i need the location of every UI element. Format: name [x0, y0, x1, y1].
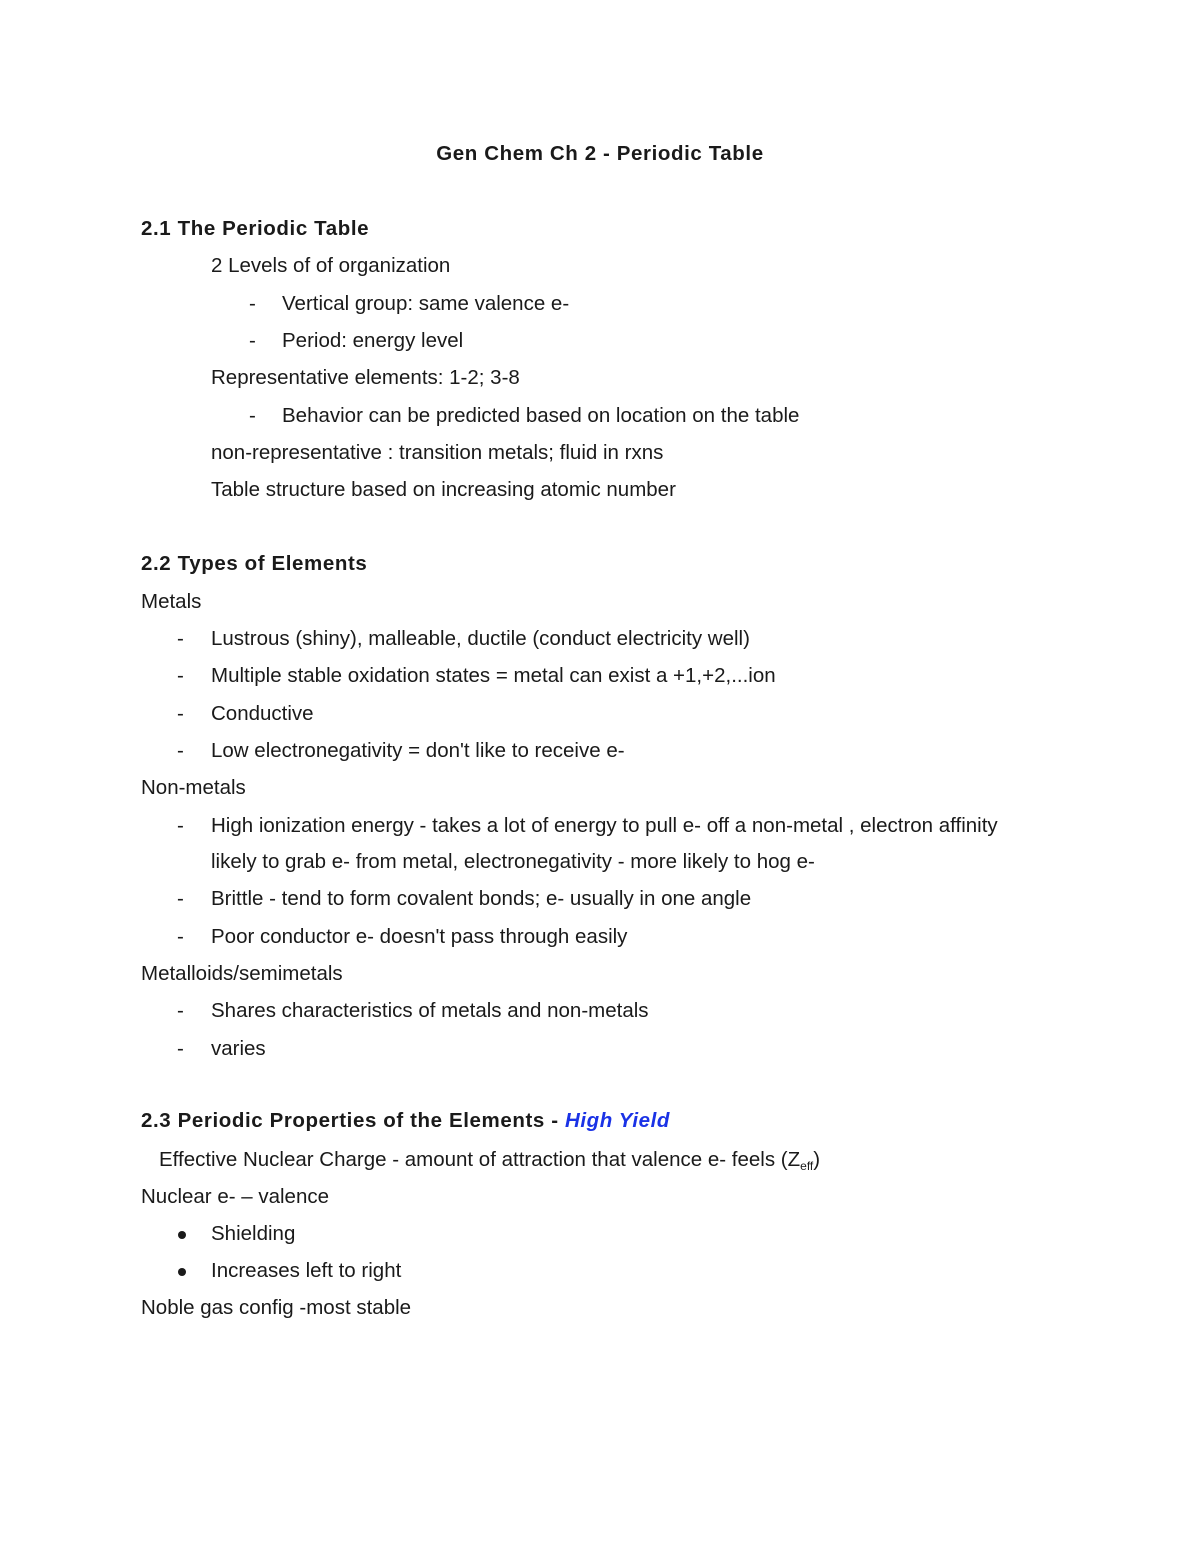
section-heading-2-2: 2.2 Types of Elements	[141, 552, 368, 575]
text-non-representative: non-representative : transition metals; fluid in rxns	[211, 441, 664, 464]
section-heading-2-3	[141, 1111, 670, 1132]
text-table-structure: Table structure based on increasing atomic number	[211, 478, 676, 501]
list-item-ionization-line-1: High ionization energy - takes a lot of energy to pull e- off a non-metal , electron affinity	[211, 814, 998, 837]
dash-marker: -	[177, 1037, 184, 1060]
list-item-shielding: Shielding	[211, 1222, 296, 1245]
list-item-vertical-group: Vertical group: same valence e-	[282, 292, 570, 315]
z-subscript: eff	[800, 1159, 814, 1173]
bullet-icon	[178, 1231, 186, 1239]
dash-marker: -	[177, 739, 184, 762]
text-noble-gas: Noble gas config -most stable	[141, 1296, 412, 1319]
text-nuclear-valence: Nuclear e- – valence	[141, 1185, 330, 1208]
dash-marker: -	[177, 925, 184, 948]
list-item-poor-conductor: Poor conductor e- doesn't pass through easily	[211, 925, 628, 948]
list-item-lustrous: Lustrous (shiny), malleable, ductile (conduct electricity well)	[211, 627, 750, 650]
list-item-ionization-line-2: likely to grab e- from metal, electronegativity - more likely to hog e-	[211, 850, 815, 873]
list-item-period: Period: energy level	[282, 329, 464, 352]
dash-marker: -	[249, 404, 256, 427]
dash-marker: -	[177, 702, 184, 725]
list-item-low-electronegativity: Low electronegativity = don't like to receive e-	[211, 739, 625, 762]
text-effective-nuclear-charge	[159, 1150, 820, 1171]
text-metals: Metals	[141, 590, 202, 613]
dash-marker: -	[177, 999, 184, 1022]
list-item-oxidation: Multiple stable oxidation states = metal can exist a +1,+2,...ion	[211, 664, 776, 687]
list-item-behavior: Behavior can be predicted based on location on the table	[282, 404, 800, 427]
section-heading-2-1: 2.1 The Periodic Table	[141, 217, 370, 240]
enc-text: Effective Nuclear Charge - amount of attraction that valence e- feels (	[159, 1148, 788, 1171]
text-levels: 2 Levels of of organization	[211, 254, 451, 277]
list-item-increases: Increases left to right	[211, 1259, 402, 1282]
high-yield-label: High Yield	[564, 1109, 671, 1132]
enc-close: )	[813, 1148, 821, 1171]
dash-marker: -	[177, 627, 184, 650]
list-item-shares: Shares characteristics of metals and non-metals	[211, 999, 649, 1022]
list-item-brittle: Brittle - tend to form covalent bonds; e- usually in one angle	[211, 887, 752, 910]
dash-marker: -	[177, 887, 184, 910]
text-metalloids: Metalloids/semimetals	[141, 962, 343, 985]
z-symbol: Z	[787, 1148, 801, 1171]
section-heading-2-3-text: 2.3 Periodic Properties of the Elements -	[141, 1109, 565, 1132]
bullet-icon	[178, 1268, 186, 1276]
list-item-conductive: Conductive	[211, 702, 314, 725]
dash-marker: -	[177, 814, 184, 837]
list-item-varies: varies	[211, 1037, 266, 1060]
dash-marker: -	[177, 664, 184, 687]
page-title: Gen Chem Ch 2 - Periodic Table	[436, 142, 764, 165]
dash-marker: -	[249, 329, 256, 352]
text-non-metals: Non-metals	[141, 776, 246, 799]
dash-marker: -	[249, 292, 256, 315]
text-representative: Representative elements: 1-2; 3-8	[211, 366, 520, 389]
